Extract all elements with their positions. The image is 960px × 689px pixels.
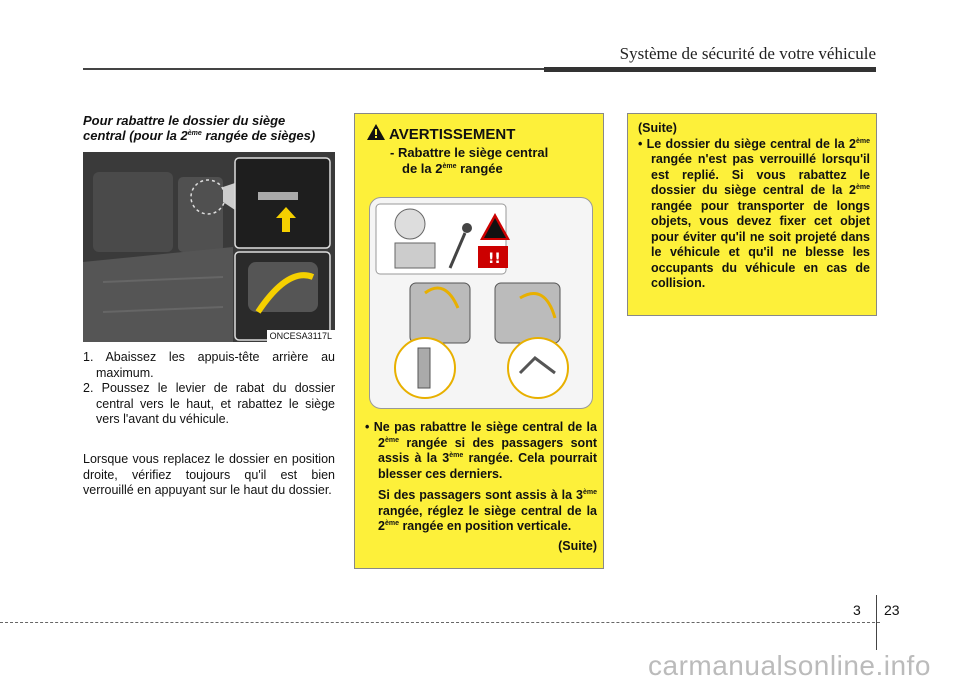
seat-diagram-illustration xyxy=(370,198,592,408)
title-line-2a: central (pour la 2 xyxy=(83,128,188,143)
warning-sub-a: - Rabattre le siège central xyxy=(390,145,549,160)
warning-paragraph: Si des passagers sont assis à la 3ème rangée, réglez le siège central de la 2ème rangée en position verticale. xyxy=(378,488,597,533)
seat-photo-illustration xyxy=(83,152,335,342)
step-1: 1. Abaissez les appuis-tête arrière au maximum. xyxy=(83,350,335,380)
continued-text xyxy=(638,121,870,292)
section-title xyxy=(83,113,335,143)
warning-sub-c: rangée xyxy=(456,161,503,176)
continued-box xyxy=(627,113,877,316)
steps-list xyxy=(83,350,335,428)
warning-box xyxy=(354,113,604,569)
continued-bullet: • Le dossier du siège central de la 2ème rangée n'est pas verrouillé lorsqu'il est replié. Si vous rabattez le dossier du siège central de la 2ème rangée pour transporter de longs objets, vous devez fixer cet objet pour éviter qu'il ne soit projeté dans le véhicule et qu'il ne blesse les occupants du véhicule en cas de collision. xyxy=(638,136,870,290)
warning-sub-b: de la 2 xyxy=(402,161,443,176)
page-number: 23 xyxy=(884,602,900,618)
title-sup: ème xyxy=(187,130,202,137)
warning-suite: (Suite) xyxy=(558,538,597,553)
body-paragraph: Lorsque vous replacez le dossier en position droite, vérifiez toujours qu'il est bien verrouillé en appuyant sur le haut du dossier. xyxy=(83,452,335,497)
title-line-1: Pour rabattre le dossier du siège xyxy=(83,113,286,128)
header-bar xyxy=(544,67,876,72)
warning-sub-sup: ème xyxy=(442,163,457,170)
warning-subtitle xyxy=(390,145,548,177)
title-line-2b: rangée de sièges) xyxy=(201,128,316,143)
figure-caption: ONCESA3117L xyxy=(267,330,335,342)
warning-illustration xyxy=(369,197,593,409)
continued-label: (Suite) xyxy=(638,121,677,135)
running-header: Système de sécurité de votre véhicule xyxy=(619,44,876,63)
step-2: 2. Poussez le levier de rabat du dossier central vers le haut, et rabattez le siège vers l'avant du véhicule. xyxy=(83,381,335,426)
warning-title: AVERTISSEMENT xyxy=(389,126,516,143)
footer-dashed-line xyxy=(0,622,880,623)
warning-text xyxy=(365,420,597,554)
chapter-number: 3 xyxy=(853,602,861,618)
seat-photo xyxy=(83,152,335,342)
footer-divider xyxy=(876,595,877,650)
warning-bullet: • Ne pas rabattre le siège central de la 2ème rangée si des passagers sont assis à la 3ème rangée. Cela pourrait blesser ces derniers. xyxy=(365,420,597,481)
watermark: carmanualsonline.info xyxy=(648,650,931,681)
warning-triangle-icon xyxy=(367,124,385,140)
svg-text:!!: !! xyxy=(488,251,501,267)
